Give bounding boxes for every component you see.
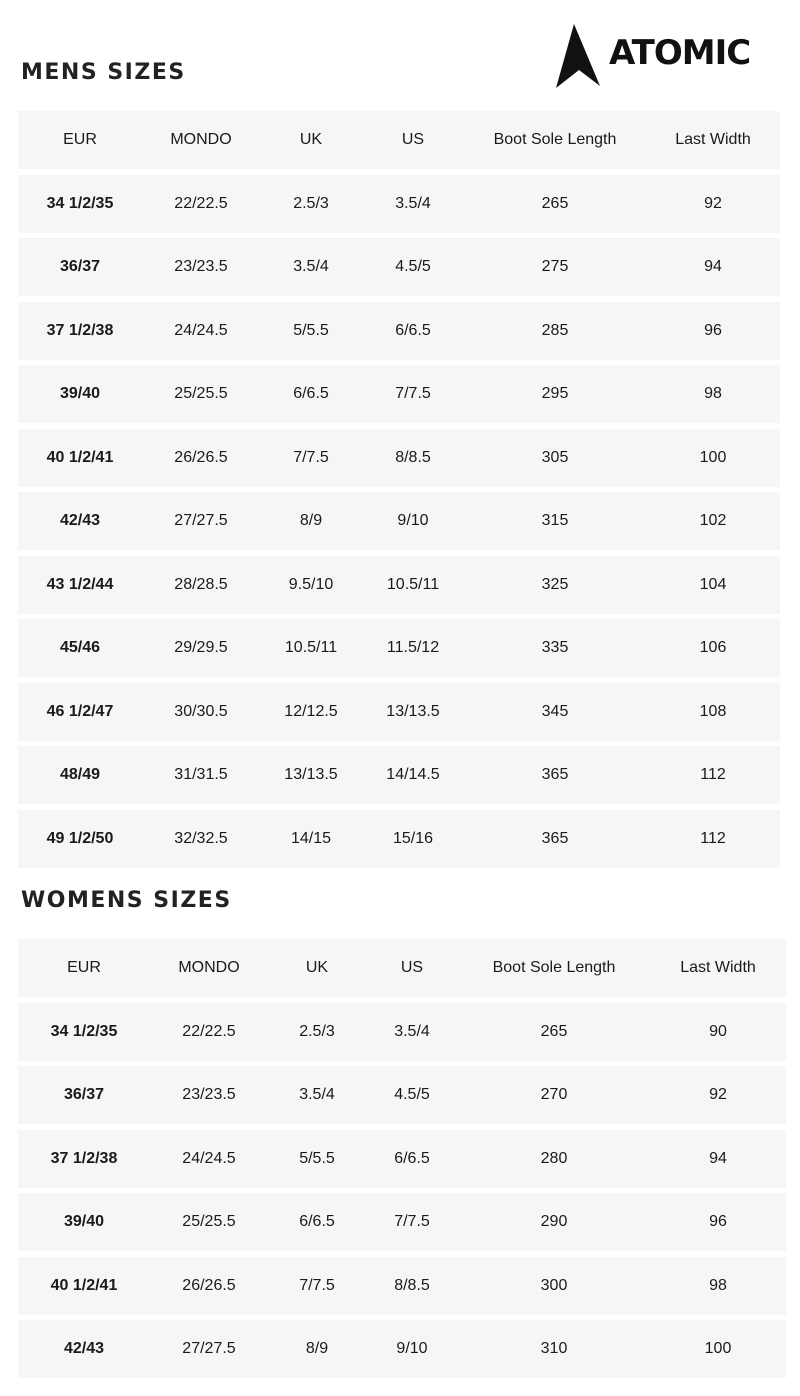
- table-row: [18, 365, 780, 423]
- table-row: [18, 619, 780, 677]
- cell-uk: 6/6.5: [293, 385, 329, 402]
- cell-mondo: 27/27.5: [182, 1340, 236, 1357]
- cell-boot-sole-length: 275: [541, 258, 569, 275]
- cell-boot-sole-length: 335: [541, 639, 569, 656]
- cell-us: 7/7.5: [395, 385, 431, 402]
- table-row: [18, 492, 780, 550]
- cell-eur: 48/49: [59, 766, 101, 783]
- cell-us: 4.5/5: [395, 258, 431, 275]
- cell-boot-sole-length: 295: [541, 385, 569, 402]
- table-row: [18, 302, 780, 360]
- cell-boot-sole-length: 300: [540, 1276, 568, 1294]
- table-row: [18, 683, 780, 741]
- table-row: [18, 175, 780, 233]
- table-row: [18, 810, 780, 868]
- cell-last-width: 108: [699, 702, 727, 720]
- cell-uk: 13/13.5: [284, 766, 338, 783]
- cell-us: 6/6.5: [395, 321, 431, 339]
- cell-us: 6/6.5: [394, 1149, 430, 1167]
- cell-us: 4.5/5: [394, 1086, 430, 1103]
- cell-mondo: 24/24.5: [182, 1149, 236, 1167]
- cell-uk: 7/7.5: [293, 448, 329, 466]
- header-boot-sole-length: Boot Sole Length: [492, 959, 616, 976]
- cell-eur: 40 1/2/41: [46, 448, 114, 466]
- cell-us: 8/8.5: [394, 1276, 430, 1294]
- cell-boot-sole-length: 325: [541, 575, 569, 593]
- cell-boot-sole-length: 265: [541, 194, 569, 212]
- cell-last-width: 104: [699, 575, 727, 593]
- cell-us: 3.5/4: [394, 1022, 430, 1040]
- cell-eur: 39/40: [63, 1213, 105, 1230]
- cell-eur: 34 1/2/35: [46, 194, 114, 212]
- cell-uk: 7/7.5: [299, 1276, 335, 1294]
- cell-mondo: 22/22.5: [182, 1022, 236, 1040]
- cell-uk: 9.5/10: [288, 575, 334, 593]
- cell-mondo: 23/23.5: [174, 258, 228, 275]
- cell-boot-sole-length: 310: [540, 1340, 568, 1357]
- womens-table-body: [18, 1003, 786, 1379]
- cell-mondo: 31/31.5: [174, 766, 228, 783]
- cell-us: 10.5/11: [386, 575, 440, 593]
- cell-boot-sole-length: 315: [541, 512, 569, 529]
- atomic-logo: [554, 24, 780, 88]
- cell-uk: 5/5.5: [299, 1149, 335, 1167]
- cell-mondo: 32/32.5: [174, 829, 228, 847]
- cell-uk: 14/15: [290, 829, 332, 847]
- cell-last-width: 96: [704, 321, 722, 339]
- cell-uk: 3.5/4: [299, 1086, 335, 1103]
- mens-sizes-heading: MENS SIZES: [21, 60, 186, 85]
- cell-eur: 43 1/2/44: [46, 575, 114, 593]
- cell-us: 9/10: [397, 512, 429, 529]
- cell-boot-sole-length: 285: [541, 321, 569, 339]
- table-row: [18, 1320, 786, 1378]
- cell-mondo: 23/23.5: [182, 1086, 236, 1103]
- cell-last-width: 92: [704, 194, 722, 212]
- cell-uk: 2.5/3: [299, 1022, 335, 1040]
- cell-eur: 39/40: [59, 385, 101, 402]
- cell-mondo: 27/27.5: [174, 512, 228, 529]
- header-us: US: [400, 959, 424, 976]
- cell-mondo: 29/29.5: [174, 639, 228, 656]
- cell-eur: 42/43: [63, 1340, 105, 1357]
- cell-uk: 5/5.5: [293, 321, 329, 339]
- cell-uk: 12/12.5: [284, 702, 338, 720]
- cell-us: 3.5/4: [395, 194, 431, 212]
- table-row: [18, 746, 780, 804]
- mens-table-body: [18, 175, 780, 868]
- cell-mondo: 28/28.5: [174, 575, 228, 593]
- cell-us: 11.5/12: [386, 639, 440, 656]
- cell-us: 8/8.5: [395, 448, 431, 466]
- table-row: [18, 1003, 786, 1061]
- cell-last-width: 90: [709, 1022, 727, 1040]
- header-last-width: Last Width: [675, 131, 751, 148]
- cell-last-width: 100: [704, 1340, 732, 1357]
- cell-uk: 10.5/11: [284, 639, 338, 656]
- cell-mondo: 24/24.5: [174, 321, 228, 339]
- header-uk: UK: [305, 959, 329, 976]
- cell-boot-sole-length: 305: [541, 448, 569, 466]
- table-row: [18, 1193, 786, 1251]
- table-row: [18, 1257, 786, 1315]
- header-mondo: MONDO: [178, 959, 240, 976]
- cell-last-width: 106: [699, 639, 727, 656]
- table-row: [18, 429, 780, 487]
- header-last-width: Last Width: [680, 959, 756, 976]
- cell-last-width: 98: [704, 385, 722, 402]
- cell-last-width: 96: [709, 1213, 727, 1230]
- cell-eur: 42/43: [59, 512, 101, 529]
- cell-eur: 36/37: [63, 1086, 105, 1103]
- cell-mondo: 26/26.5: [174, 448, 228, 466]
- cell-mondo: 26/26.5: [182, 1276, 236, 1294]
- atomic-a-logo-icon: [554, 24, 604, 88]
- table-row: [18, 556, 780, 614]
- cell-eur: 37 1/2/38: [46, 321, 114, 339]
- cell-boot-sole-length: 265: [540, 1022, 568, 1040]
- cell-us: 7/7.5: [394, 1213, 430, 1230]
- cell-last-width: 100: [699, 448, 727, 466]
- header-us: US: [401, 131, 425, 148]
- cell-boot-sole-length: 365: [541, 766, 569, 783]
- cell-uk: 2.5/3: [293, 194, 329, 212]
- table-row: [18, 238, 780, 296]
- cell-eur: 37 1/2/38: [50, 1149, 118, 1167]
- cell-boot-sole-length: 290: [540, 1213, 568, 1230]
- cell-us: 9/10: [396, 1340, 428, 1357]
- cell-last-width: 102: [699, 512, 727, 529]
- table-header-row: [18, 111, 780, 169]
- cell-uk: 8/9: [305, 1340, 329, 1357]
- cell-last-width: 112: [700, 829, 726, 847]
- header-eur: EUR: [63, 131, 97, 148]
- cell-mondo: 25/25.5: [174, 385, 228, 402]
- cell-eur: 45/46: [59, 639, 101, 656]
- cell-mondo: 25/25.5: [182, 1213, 236, 1230]
- womens-sizes-heading: WOMENS SIZES: [21, 888, 232, 913]
- cell-eur: 40 1/2/41: [50, 1276, 118, 1294]
- cell-us: 14/14.5: [386, 766, 440, 783]
- cell-us: 13/13.5: [386, 702, 440, 720]
- cell-last-width: 94: [709, 1149, 727, 1167]
- header-boot-sole-length: Boot Sole Length: [493, 131, 617, 148]
- cell-last-width: 94: [704, 258, 722, 275]
- cell-boot-sole-length: 270: [540, 1086, 568, 1103]
- header-mondo: MONDO: [170, 131, 232, 148]
- table-row: [18, 1130, 786, 1188]
- cell-eur: 46 1/2/47: [46, 702, 114, 720]
- table-header-row: [18, 939, 786, 997]
- cell-eur: 34 1/2/35: [50, 1022, 118, 1040]
- cell-eur: 49 1/2/50: [46, 829, 114, 847]
- atomic-wordmark: ATOMIC: [609, 33, 751, 73]
- cell-us: 15/16: [392, 829, 434, 847]
- header-eur: EUR: [67, 959, 101, 976]
- table-row: [18, 1066, 786, 1124]
- mens-size-table: [18, 111, 780, 873]
- cell-boot-sole-length: 365: [541, 829, 569, 847]
- cell-uk: 8/9: [299, 512, 323, 529]
- cell-uk: 6/6.5: [299, 1213, 335, 1230]
- cell-last-width: 92: [709, 1086, 727, 1103]
- cell-mondo: 30/30.5: [174, 702, 228, 720]
- womens-size-table: [18, 939, 786, 1384]
- cell-eur: 36/37: [59, 258, 101, 275]
- cell-boot-sole-length: 345: [541, 702, 569, 720]
- cell-last-width: 112: [700, 766, 726, 783]
- cell-last-width: 98: [709, 1276, 727, 1294]
- cell-mondo: 22/22.5: [174, 194, 228, 212]
- cell-uk: 3.5/4: [293, 258, 329, 275]
- header-uk: UK: [299, 131, 323, 148]
- cell-boot-sole-length: 280: [540, 1149, 568, 1167]
